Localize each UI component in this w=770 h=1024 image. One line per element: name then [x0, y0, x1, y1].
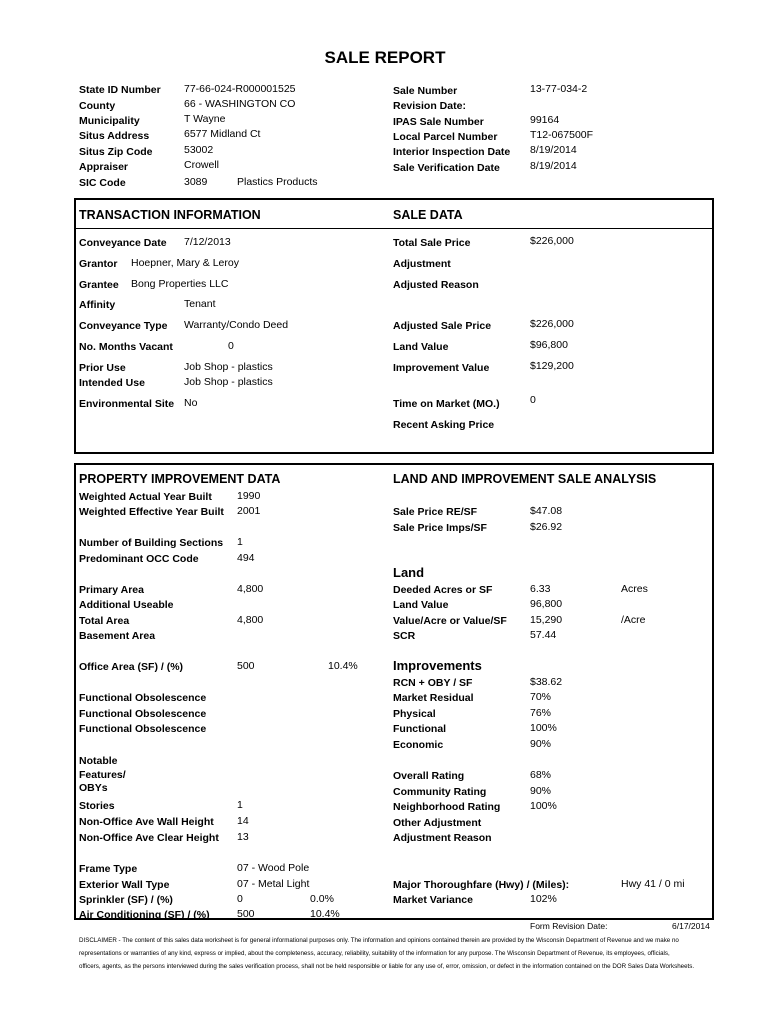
- situs-address-label: Situs Address: [79, 130, 150, 142]
- situs-zip-label: Situs Zip Code: [79, 146, 153, 158]
- sic-code-label: SIC Code: [79, 177, 126, 189]
- local-parcel-label: Local Parcel Number: [393, 131, 498, 143]
- other-adjustment-label: Other Adjustment: [393, 817, 482, 829]
- physical-value: 76%: [530, 707, 552, 719]
- num-sections-value: 1: [237, 536, 243, 548]
- wayb-label: Weighted Actual Year Built: [79, 491, 212, 503]
- price-imps-sf-value: $26.92: [530, 521, 563, 533]
- stories-label: Stories: [79, 800, 115, 812]
- office-area-label: Office Area (SF) / (%): [79, 661, 184, 673]
- air-conditioning-pct: 10.4%: [310, 908, 340, 920]
- property-heading: PROPERTY IMPROVEMENT DATA: [79, 472, 281, 486]
- sprinkler-label: Sprinkler (SF) / (%): [79, 894, 173, 906]
- economic-label: Economic: [393, 739, 444, 751]
- disclaimer-line-2: representations or warranties of any kind, express or implied, about the completeness, accuracy, reliability, suitability of the information for any purpose. The Wisconsin Department of Revenue, its employees, officials,: [79, 950, 670, 957]
- rcn-label: RCN + OBY / SF: [393, 677, 473, 689]
- land-subheading: Land: [393, 565, 425, 580]
- time-on-market-value: 0: [530, 394, 536, 406]
- sale-land-value-label: Land Value: [393, 341, 449, 353]
- situs-address-value: 6577 Midland Ct: [184, 128, 261, 140]
- price-imps-sf-label: Sale Price Imps/SF: [393, 522, 487, 534]
- sprinkler-pct: 0.0%: [310, 893, 334, 905]
- sale-verification-value: 8/19/2014: [530, 160, 577, 172]
- physical-label: Physical: [393, 708, 436, 720]
- sale-number-value: 13-77-034-2: [530, 83, 588, 95]
- neighborhood-rating-value: 100%: [530, 800, 557, 812]
- occ-value: 494: [237, 552, 255, 564]
- time-on-market-label: Time on Market (MO.): [393, 398, 500, 410]
- appraiser-label: Appraiser: [79, 161, 129, 173]
- conveyance-type-value: Warranty/Condo Deed: [184, 319, 289, 331]
- deeded-acres-value: 6.33: [530, 583, 551, 595]
- price-re-sf-value: $47.08: [530, 505, 563, 517]
- clear-height-label: Non-Office Ave Clear Height: [79, 832, 219, 844]
- wall-height-label: Non-Office Ave Wall Height: [79, 816, 214, 828]
- scr-value: 57.44: [530, 629, 557, 641]
- prior-use-value: Job Shop - plastics: [184, 361, 273, 373]
- grantee-label: Grantee: [79, 279, 119, 291]
- overall-rating-label: Overall Rating: [393, 770, 465, 782]
- functional-value: 100%: [530, 722, 557, 734]
- form-revision-label: Form Revision Date:: [530, 921, 608, 931]
- wayb-value: 1990: [237, 490, 261, 502]
- overall-rating-value: 68%: [530, 769, 552, 781]
- improvement-value-label: Improvement Value: [393, 362, 490, 374]
- frame-type-value: 07 - Wood Pole: [237, 862, 310, 874]
- grantee-value: Bong Properties LLC: [131, 278, 229, 290]
- primary-area-value: 4,800: [237, 583, 264, 595]
- ipas-label: IPAS Sale Number: [393, 116, 484, 128]
- adjusted-sale-price-label: Adjusted Sale Price: [393, 320, 492, 332]
- months-vacant-value: 0: [228, 340, 234, 352]
- adjustment-label: Adjustment: [393, 258, 451, 270]
- months-vacant-label: No. Months Vacant: [79, 341, 173, 353]
- municipality-value: T Wayne: [184, 113, 226, 125]
- value-per-acre-value: 15,290: [530, 614, 563, 626]
- sale-verification-label: Sale Verification Date: [393, 162, 500, 174]
- interior-inspection-value: 8/19/2014: [530, 144, 577, 156]
- sic-description: Plastics Products: [237, 176, 318, 188]
- grantor-label: Grantor: [79, 258, 118, 270]
- functional-label: Functional: [393, 723, 447, 735]
- occ-label: Predominant OCC Code: [79, 553, 199, 565]
- rcn-value: $38.62: [530, 676, 563, 688]
- functional-obsolescence-1: Functional Obsolescence: [79, 692, 207, 704]
- value-per-acre-label: Value/Acre or Value/SF: [393, 615, 507, 627]
- disclaimer-line-3: officers, agents, as the persons interviewed during the sales verification process, shall not be held responsible or liable for any use of, error, omission, or defect in the information contained on the DOR Sales Data Worksheets.: [79, 963, 695, 970]
- thoroughfare-value: Hwy 41 / 0 mi: [621, 878, 685, 890]
- intended-use-value: Job Shop - plastics: [184, 376, 273, 388]
- intended-use-label: Intended Use: [79, 377, 145, 389]
- state-id-label: State ID Number: [79, 84, 161, 96]
- community-rating-value: 90%: [530, 785, 552, 797]
- market-variance-label: Market Variance: [393, 894, 473, 906]
- local-parcel-value: T12-067500F: [530, 129, 594, 141]
- sic-code-value: 3089: [184, 176, 208, 188]
- sale-land-value-value: $96,800: [530, 339, 568, 351]
- transaction-divider: [76, 228, 712, 229]
- additional-useable-label: Additional Useable: [79, 599, 174, 611]
- basement-area-label: Basement Area: [79, 630, 156, 642]
- office-area-sf: 500: [237, 660, 255, 672]
- exterior-wall-label: Exterior Wall Type: [79, 879, 170, 891]
- weyb-value: 2001: [237, 505, 261, 517]
- improvement-value-value: $129,200: [530, 360, 574, 372]
- deeded-acres-unit: Acres: [621, 583, 648, 595]
- economic-value: 90%: [530, 738, 552, 750]
- notable-label-2: Features/: [79, 769, 126, 781]
- exterior-wall-value: 07 - Metal Light: [237, 878, 310, 890]
- affinity-value: Tenant: [184, 298, 216, 310]
- appraiser-value: Crowell: [184, 159, 220, 171]
- prior-use-label: Prior Use: [79, 362, 126, 374]
- conveyance-date-label: Conveyance Date: [79, 237, 167, 249]
- office-area-pct: 10.4%: [328, 660, 358, 672]
- disclaimer-line-1: DISCLAIMER - The content of this sales data worksheet is for general informational purposes only. The information and opinions contained therein are provided by the Wisconsin Department of Revenue and we make no: [79, 937, 679, 944]
- sale-data-heading: SALE DATA: [393, 208, 463, 222]
- adjusted-reason-label: Adjusted Reason: [393, 279, 479, 291]
- env-site-label: Environmental Site: [79, 398, 175, 410]
- affinity-label: Affinity: [79, 299, 116, 311]
- num-sections-label: Number of Building Sections: [79, 537, 224, 549]
- thoroughfare-label: Major Thoroughfare (Hwy) / (Miles):: [393, 879, 570, 891]
- situs-zip-value: 53002: [184, 144, 214, 156]
- sprinkler-sf: 0: [237, 893, 243, 905]
- primary-area-label: Primary Area: [79, 584, 144, 596]
- conveyance-type-label: Conveyance Type: [79, 320, 168, 332]
- deeded-acres-label: Deeded Acres or SF: [393, 584, 493, 596]
- scr-label: SCR: [393, 630, 416, 642]
- conveyance-date-value: 7/12/2013: [184, 236, 231, 248]
- notable-label-3: OBYs: [79, 782, 108, 794]
- ipas-value: 99164: [530, 114, 560, 126]
- county-value: 66 - WASHINGTON CO: [184, 98, 296, 110]
- state-id-value: 77-66-024-R000001525: [184, 83, 296, 95]
- market-residual-label: Market Residual: [393, 692, 474, 704]
- price-re-sf-label: Sale Price RE/SF: [393, 506, 478, 518]
- env-site-value: No: [184, 397, 198, 409]
- neighborhood-rating-label: Neighborhood Rating: [393, 801, 501, 813]
- market-variance-value: 102%: [530, 893, 557, 905]
- functional-obsolescence-2: Functional Obsolescence: [79, 708, 207, 720]
- form-revision-date: 6/17/2014: [672, 921, 710, 931]
- frame-type-label: Frame Type: [79, 863, 138, 875]
- analysis-land-value-label: Land Value: [393, 599, 449, 611]
- total-sale-price-value: $226,000: [530, 235, 574, 247]
- market-residual-value: 70%: [530, 691, 552, 703]
- revision-date-label: Revision Date:: [393, 100, 466, 112]
- municipality-label: Municipality: [79, 115, 140, 127]
- total-area-label: Total Area: [79, 615, 130, 627]
- adjustment-reason-label: Adjustment Reason: [393, 832, 492, 844]
- air-conditioning-label: Air Conditioning (SF) / (%): [79, 909, 210, 921]
- weyb-label: Weighted Effective Year Built: [79, 506, 224, 518]
- total-sale-price-label: Total Sale Price: [393, 237, 471, 249]
- analysis-land-value-value: 96,800: [530, 598, 563, 610]
- notable-label-1: Notable: [79, 755, 118, 767]
- wall-height-value: 14: [237, 815, 249, 827]
- page-title: SALE REPORT: [324, 48, 446, 67]
- adjusted-sale-price-value: $226,000: [530, 318, 574, 330]
- community-rating-label: Community Rating: [393, 786, 487, 798]
- improvements-subheading: Improvements: [393, 658, 482, 673]
- grantor-value: Hoepner, Mary & Leroy: [131, 257, 239, 269]
- recent-asking-label: Recent Asking Price: [393, 419, 495, 431]
- county-label: County: [79, 100, 116, 112]
- interior-inspection-label: Interior Inspection Date: [393, 146, 511, 158]
- air-conditioning-sf: 500: [237, 908, 255, 920]
- functional-obsolescence-3: Functional Obsolescence: [79, 723, 207, 735]
- analysis-heading: LAND AND IMPROVEMENT SALE ANALYSIS: [393, 472, 657, 486]
- stories-value: 1: [237, 799, 243, 811]
- clear-height-value: 13: [237, 831, 249, 843]
- value-per-acre-unit: /Acre: [621, 614, 646, 626]
- total-area-value: 4,800: [237, 614, 264, 626]
- transaction-heading: TRANSACTION INFORMATION: [79, 208, 261, 222]
- sale-number-label: Sale Number: [393, 85, 458, 97]
